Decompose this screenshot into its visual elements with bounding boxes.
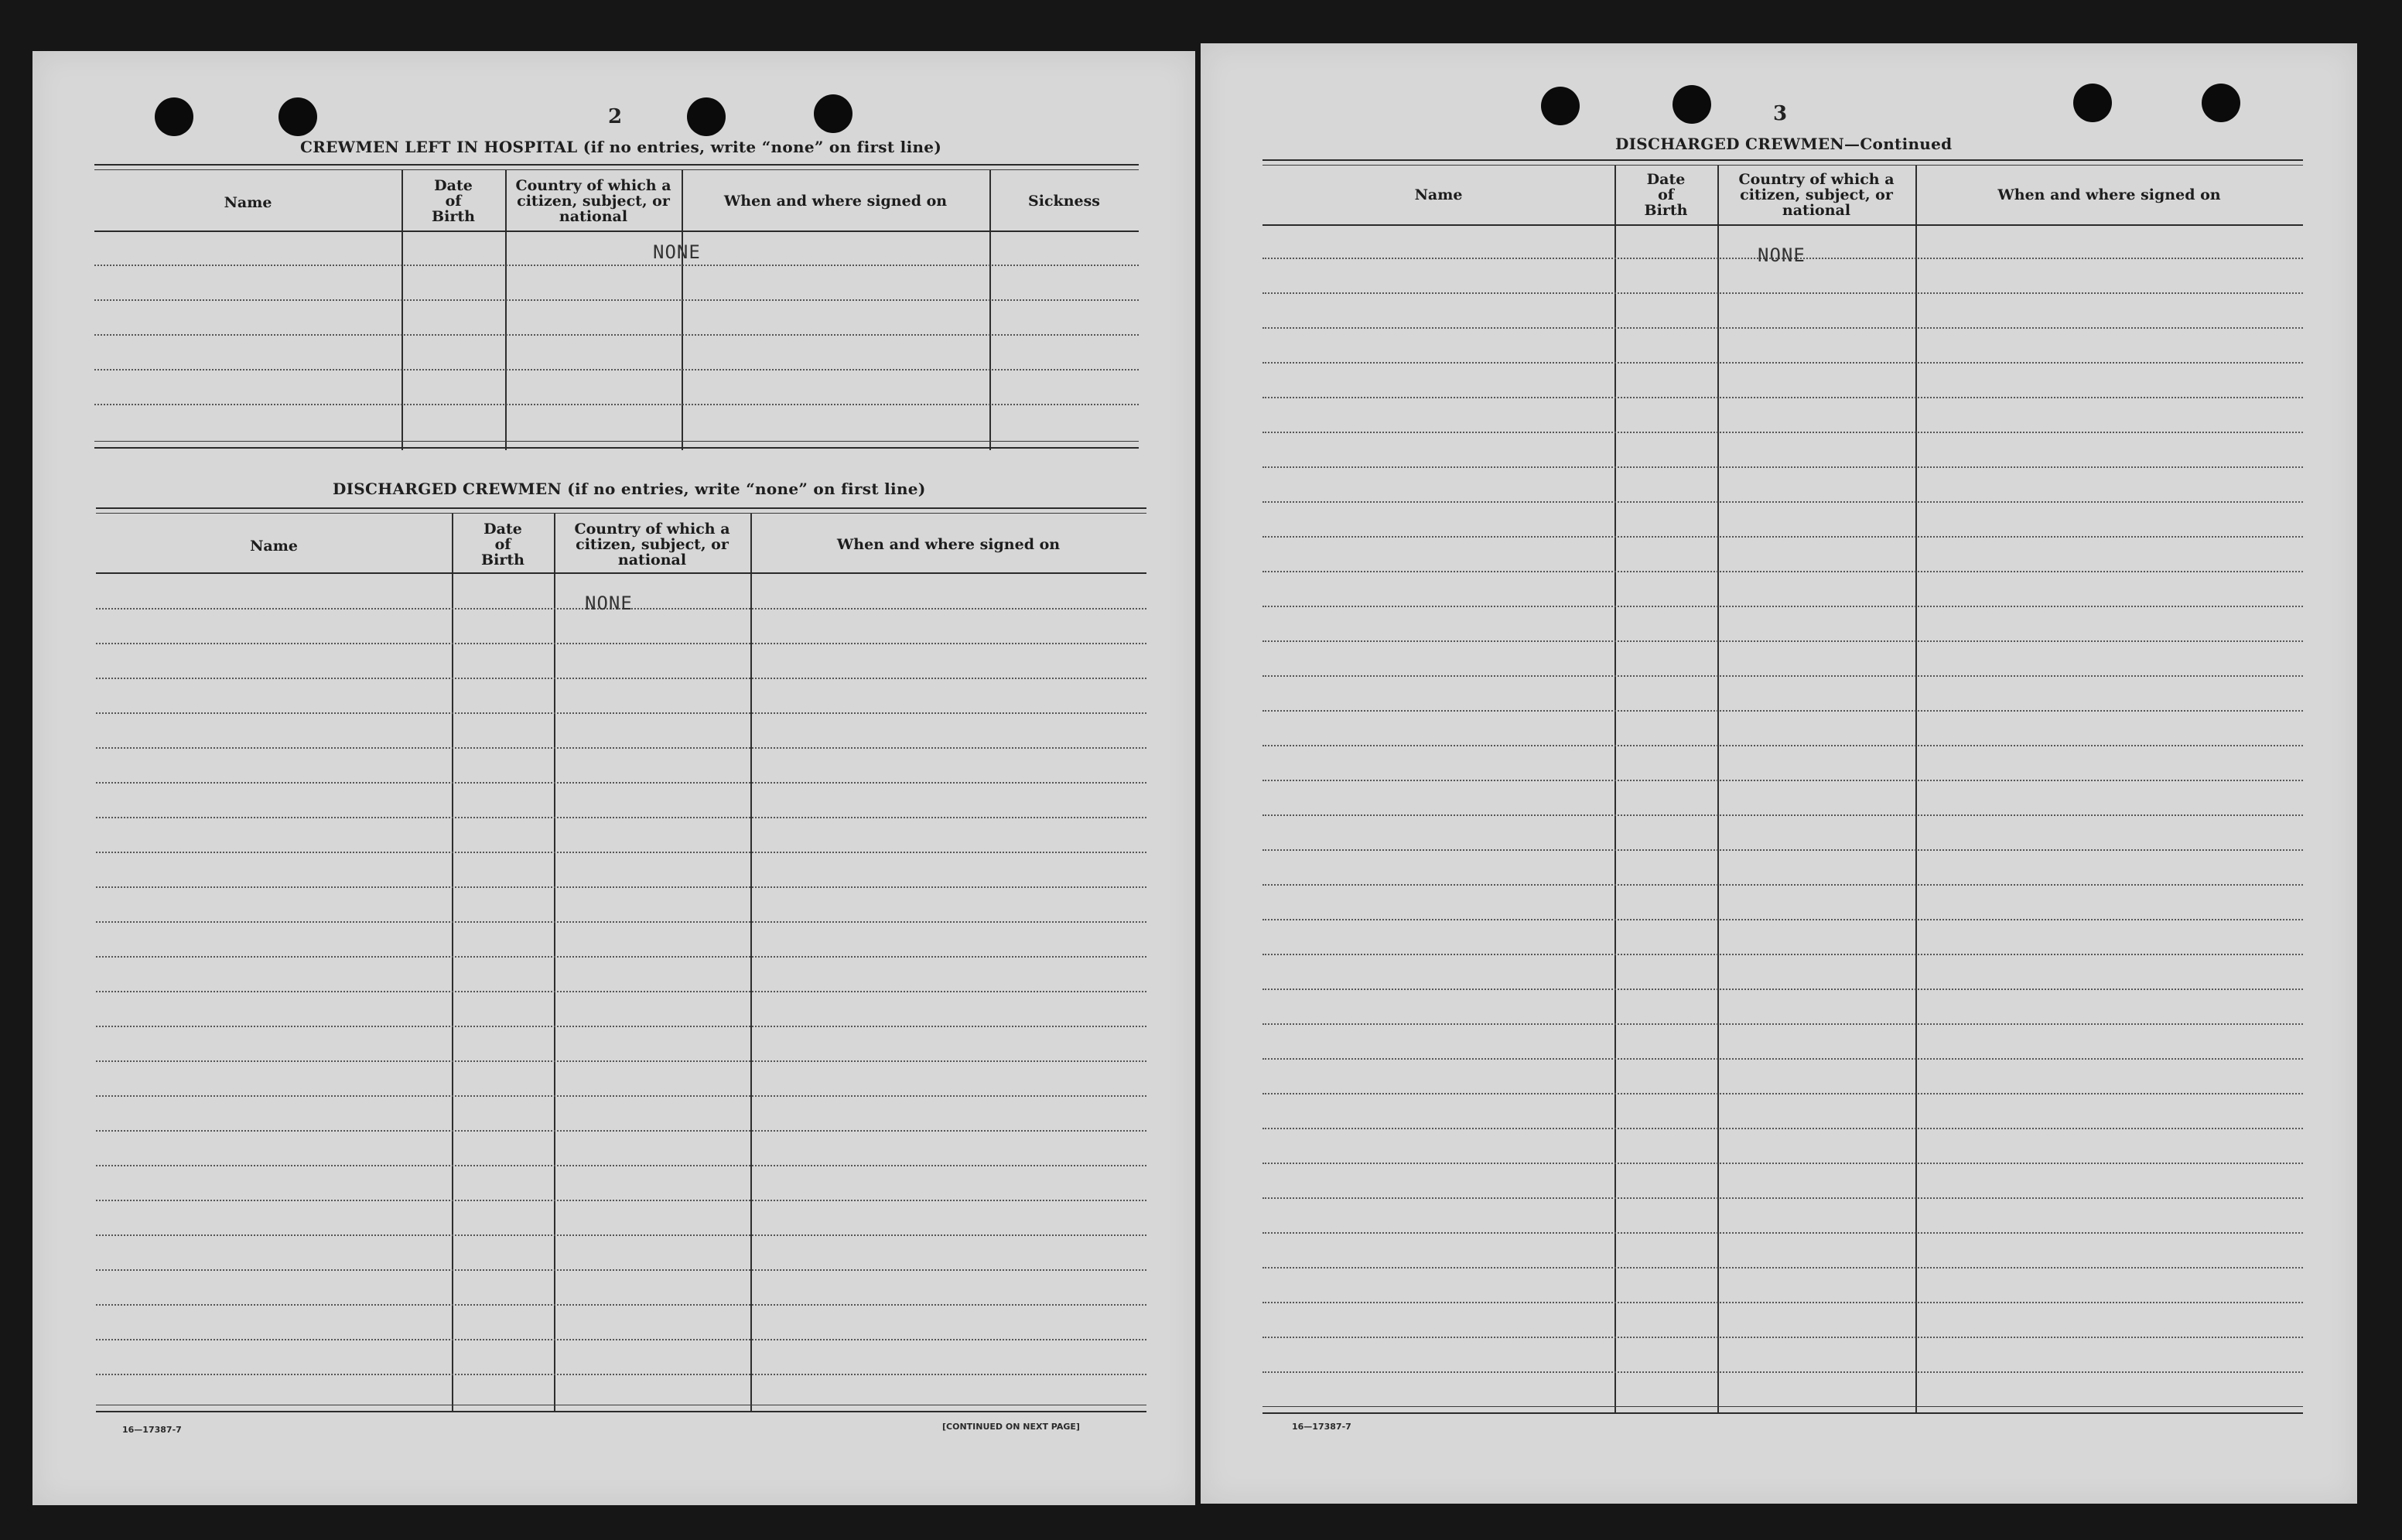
none-entry: NONE bbox=[1758, 244, 1806, 266]
discharged-section-title: DISCHARGED CREWMEN (if no entries, write “none” on first line) bbox=[333, 480, 926, 498]
column-header-name: Name bbox=[224, 194, 272, 211]
column-header-signed-on: When and where signed on bbox=[836, 536, 1061, 553]
column-header-country: Country of which a citizen, subject, or national bbox=[574, 521, 730, 569]
hospital-table bbox=[94, 164, 1139, 504]
continued-section-title: DISCHARGED CREWMEN—Continued bbox=[1615, 135, 1953, 153]
punch-hole bbox=[278, 97, 317, 136]
column-header-name: Name bbox=[1414, 186, 1463, 203]
punch-hole bbox=[1673, 85, 1711, 124]
column-header-date-of-birth: Date of Birth bbox=[1644, 171, 1688, 219]
column-header-date-of-birth: Date of Birth bbox=[481, 521, 524, 569]
punch-hole bbox=[2202, 84, 2240, 122]
punch-hole bbox=[155, 97, 193, 136]
column-header-signed-on: When and where signed on bbox=[1997, 186, 2221, 203]
none-entry: NONE bbox=[585, 592, 633, 614]
continued-note: [CONTINUED ON NEXT PAGE] bbox=[942, 1422, 1080, 1432]
column-header-country: Country of which a citizen, subject, or national bbox=[1738, 171, 1895, 219]
page-number: 2 bbox=[608, 105, 623, 128]
punch-hole bbox=[1541, 87, 1580, 125]
form-page-right bbox=[1201, 43, 2357, 1504]
column-header-country: Country of which a citizen, subject, or national bbox=[515, 177, 671, 225]
punch-hole bbox=[814, 94, 852, 133]
column-header-signed-on: When and where signed on bbox=[723, 193, 948, 210]
page-number: 3 bbox=[1773, 102, 1788, 125]
punch-hole bbox=[2073, 84, 2112, 122]
none-entry: NONE bbox=[653, 241, 701, 263]
column-header-sickness: Sickness bbox=[1028, 193, 1100, 210]
form-number: 16—17387-7 bbox=[1292, 1422, 1351, 1432]
form-page-left bbox=[32, 51, 1195, 1505]
column-header-name: Name bbox=[250, 538, 298, 555]
discharged-continued-table bbox=[1263, 159, 2303, 1459]
punch-hole bbox=[687, 97, 726, 136]
form-number: 16—17387-7 bbox=[122, 1425, 182, 1435]
hospital-section-title: CREWMEN LEFT IN HOSPITAL (if no entries, write “none” on first line) bbox=[300, 138, 942, 156]
discharged-table bbox=[96, 507, 1146, 1467]
column-header-date-of-birth: Date of Birth bbox=[432, 177, 475, 225]
